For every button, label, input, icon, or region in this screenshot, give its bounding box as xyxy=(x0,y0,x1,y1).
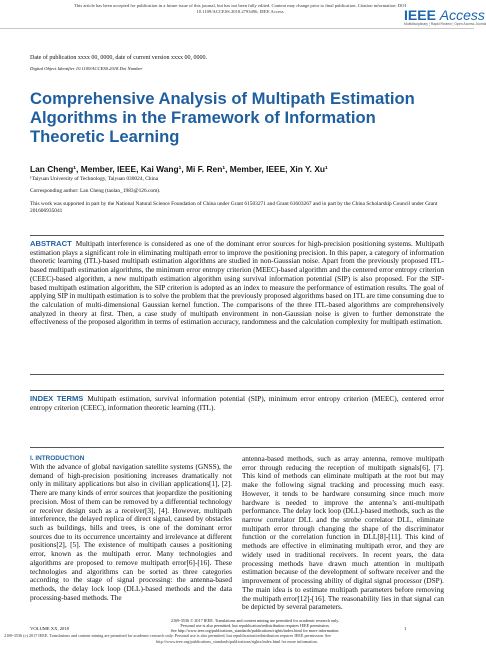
index-terms xyxy=(30,395,444,412)
abstract-label: ABSTRACT xyxy=(30,239,72,248)
funding-note: This work was supported in part by the National Natural Science Foundation of China under Grant 61503271 and Grant 61603267 and in part by the China Scholarship Council under Grant 201606935041 xyxy=(30,201,438,214)
header-divider xyxy=(0,28,474,29)
body-column-right: antenna-based methods, such as array antenna, remove multipath error through reducing the reception of multipath signals[6], [7]. This kind of methods can eliminate multipath at the root but may make the following signal tracking and processing much easy. However, it tends to be hardware consuming since much more hardware is needed to improve the antenna’s anti-multipath performance. The delay lock loop (DLL)-based methods, such as the narrow correlator DLL and the strobe correlator DLL, eliminate multipath error through changing the shape of the discriminator function or the correlation function in DLL[8]-[11]. This kind of methods are effective in eliminating multipath error, and they are widely used in traditional receivers. In recent years, the data processing methods have drawn much attention in multipath estimation because of the development of software receiver and the improvement of processing ability of digital signal processor (DSP). The main idea is to estimate multipath parameters before removing the multipath error[12]-[16]. The reasonability lies in that signal can be depicted by several parameters. xyxy=(242,454,444,612)
ieee-access-logo xyxy=(404,7,486,26)
copyright-issn: 2169-3536 © 2017 IEEE. Translations and content mining are permitted for academic research only. xyxy=(170,618,340,623)
abstract-text: Multipath interference is considered as one of the dominant error sources for high-precision positioning systems. Multipath estimation plays a significant role in eliminating multipath error to improve the positioning precision. In this paper, a category of information theoretic learning (ITL)-based multipath estimation algorithms are studied in non-Gaussian noise. Apart from the previously proposed ITL-based multipath estimation algorithms, the minimum error entropy criterion (MEEC)-based algorithm and the centered error entropy criterion (CEEC)-based algorithm, a new multipath estimation algorithm using survival information potential (SIP) is also proposed. For the SIP-based multipath estimation algorithm, the SIP criterion is adopted as an index to measure the performance of estimation results. The goal of applying SIP in multipath estimation is to solve the problem that the previously proposed algorithms based on ITL are time consuming due to the calculation of multi-dimensional Gaussian kernel function. The comparisons of the three ITL-based algorithms are comprehensively analyzed in theory at first. Then, a case study of multipath environment in non-Gaussian noise is given to further demonstrate the effectiveness of the proposed algorithm in terms of estimation accuracy, randomness and the calculation complexity for multipath estimation. xyxy=(30,239,444,327)
notice-line-1: This article has been accepted for publication in a future issue of this journal, but has not been fully edited. Content may change prior to final publication. Citation information: DOI xyxy=(74,3,406,8)
copyright-notice xyxy=(140,619,370,633)
abstract xyxy=(30,240,444,327)
author-list: Lan Cheng¹, Member, IEEE, Kai Wang¹, Mi F. Ren¹, Member, IEEE, Xin Y. Xu¹ xyxy=(30,164,328,174)
body-column-left: With the advance of global navigation satellite systems (GNSS), the demand of high-precision positioning increases dramatically not only in military applications but also in civilian applications[1], [2]. There are many kinds of error sources that jeopardize the positioning precision. Most of them can be removed by a differential technology or receiver design such as a receiver[3], [4]. However, multipath interference, the delayed replica of direct signal, caused by obstacles such as buildings, hills and trees, is one of the dominant error sources due to its occurrence uncertainty and irrelevance at different positions[2], [5]. The existence of multipath causes a positioning error, known as the multipath error. Many technologies and algorithms are proposed to remove multipath error[6]-[16]. These technologies and algorithms can be sorted as three categories according to the stage of signal processing: the antenna-based methods, the delay lock loop (DLL)-based methods and the data processing-based methods. The xyxy=(30,462,232,602)
index-terms-text: Multipath estimation, survival information potential (SIP), minimum error entropy criterion (MEEC), centered error entropy criterion (CEEC), information theoretic learning (ITL). xyxy=(30,394,444,412)
volume-label: VOLUME XX, 2018 xyxy=(30,626,69,631)
bottom-copyright-line-2: http://www.ieee.org/publications_standards/publications/rights/index.html for more information. xyxy=(156,638,318,644)
paper-title: Comprehensive Analysis of Multipath Estimation Algorithms in the Framework of Information Theoretic Learning xyxy=(30,89,415,146)
affiliation: ¹Taiyuan University of Technology, Taiyuan 030024, China xyxy=(30,176,159,182)
logo-tagline: Multidisciplinary ¦ Rapid Review ¦ Open Access Journal xyxy=(404,22,486,26)
notice-line-2: 10.1109/ACCESS.2018.2793496, IEEE Access xyxy=(196,9,284,14)
bottom-copyright-line-1: 2169-3536 (c) 2017 IEEE. Translations and content mining are permitted for academic research only. Personal use is also permitted, but republication/redistribution requires IEEE permission. See xyxy=(4,633,331,638)
index-terms-label: INDEX TERMS xyxy=(30,394,84,403)
index-terms-bottom-rule xyxy=(30,447,444,448)
section-heading-introduction: I. INTRODUCTION xyxy=(30,455,85,462)
logo-italic: Access xyxy=(439,7,485,23)
acceptance-notice xyxy=(40,3,440,15)
publication-date: Date of publication xxxx 00, 0000, date of current version xxxx 00, 0000. xyxy=(30,55,207,61)
copyright-see: See http://www.ieee.org/publications_standards/publications/rights/index.html for more information. xyxy=(170,627,340,633)
page-number: 1 xyxy=(404,626,407,631)
index-terms-top-rule xyxy=(30,390,444,391)
abstract-top-rule xyxy=(30,235,444,236)
bottom-copyright xyxy=(4,633,470,644)
doi-line: Digital Object Identifier 10.1109/ACCESS.2018.Doi Number xyxy=(30,66,143,71)
abstract-bottom-rule xyxy=(30,374,444,375)
copyright-personal: Personal use is also permitted, but republication/redistribution requires IEEE permission. xyxy=(180,622,330,628)
logo-bold: IEEE xyxy=(404,7,436,23)
corresponding-author: Corresponding author: Lan Cheng (taolan_1983@126.com). xyxy=(30,188,161,194)
